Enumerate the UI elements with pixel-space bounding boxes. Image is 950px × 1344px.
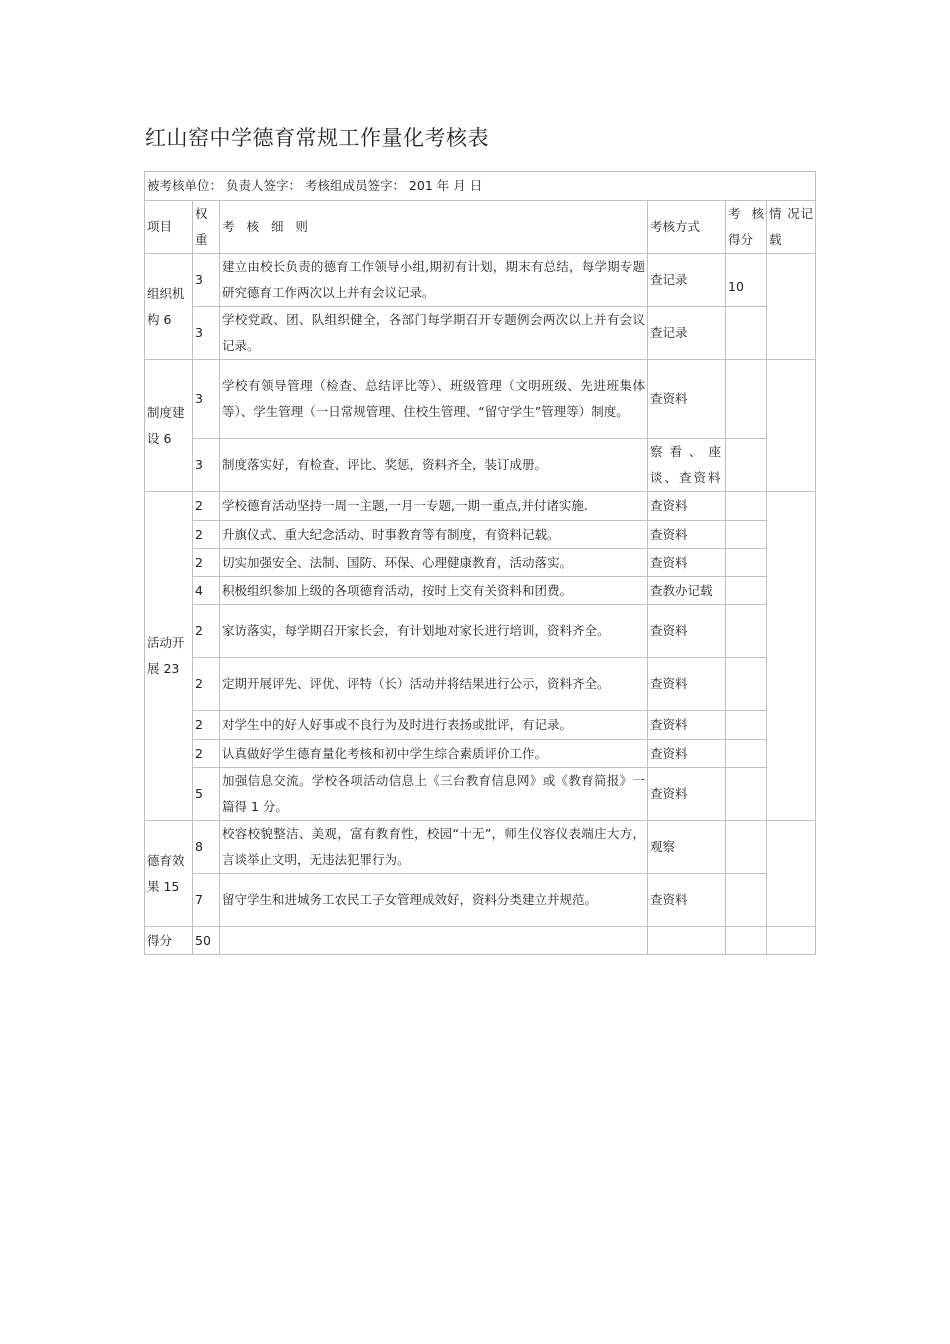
table-row xyxy=(145,254,816,307)
total-weight: 50 xyxy=(193,927,220,955)
group-name: 制度建设 6 xyxy=(145,360,193,492)
group-name: 组织机构 6 xyxy=(145,254,193,360)
row-weight: 3 xyxy=(193,254,220,307)
group-record xyxy=(767,360,816,492)
total-method xyxy=(648,927,726,955)
header-score: 考 核得分 xyxy=(726,201,767,254)
row-detail: 加强信息交流。学校各项活动信息上《三台教育信息网》或《教育简报》一篇得 1 分。 xyxy=(220,768,648,821)
row-method: 查资料 xyxy=(648,549,726,577)
row-detail: 切实加强安全、法制、国防、环保、心理健康教育，活动落实。 xyxy=(220,549,648,577)
row-weight: 2 xyxy=(193,521,220,549)
table-row xyxy=(145,711,816,740)
row-weight: 4 xyxy=(193,577,220,605)
row-score xyxy=(726,874,767,927)
row-method: 查记录 xyxy=(648,254,726,307)
table-row xyxy=(145,492,816,521)
row-method: 查资料 xyxy=(648,658,726,711)
row-weight: 2 xyxy=(193,711,220,740)
row-weight: 3 xyxy=(193,307,220,360)
header-record: 情 况记 载 xyxy=(767,201,816,254)
row-score xyxy=(726,307,767,360)
page-title: 红山窑中学德育常规工作量化考核表 xyxy=(145,126,489,150)
row-method: 查记录 xyxy=(648,307,726,360)
row-detail: 对学生中的好人好事或不良行为及时进行表扬或批评，有记录。 xyxy=(220,711,648,740)
table-row xyxy=(145,521,816,549)
row-weight: 2 xyxy=(193,492,220,521)
table-row xyxy=(145,740,816,768)
row-score xyxy=(726,521,767,549)
row-method: 查资料 xyxy=(648,740,726,768)
header-weight: 权重 xyxy=(193,201,220,254)
group-record xyxy=(767,492,816,821)
header-row xyxy=(145,201,816,254)
row-weight: 7 xyxy=(193,874,220,927)
total-row xyxy=(145,927,816,955)
total-label: 得分 xyxy=(145,927,193,955)
row-score xyxy=(726,439,767,492)
row-score xyxy=(726,577,767,605)
table-row xyxy=(145,605,816,658)
table-row xyxy=(145,549,816,577)
header-method: 考核方式 xyxy=(648,201,726,254)
row-weight: 3 xyxy=(193,360,220,439)
row-detail: 建立由校长负责的德育工作领导小组,期初有计划，期末有总结，每学期专题研究德育工作两次以上并有会议记录。 xyxy=(220,254,648,307)
row-detail: 学校有领导管理（检查、总结评比等）、班级管理（文明班级、先进班集体等）、学生管理（一日常规管理、住校生管理、“留守学生”管理等）制度。 xyxy=(220,360,648,439)
row-method: 查资料 xyxy=(648,605,726,658)
row-detail: 留守学生和进城务工农民工子女管理成效好，资料分类建立并规范。 xyxy=(220,874,648,927)
row-weight: 3 xyxy=(193,439,220,492)
row-score xyxy=(726,360,767,439)
table-row xyxy=(145,360,816,439)
row-score xyxy=(726,711,767,740)
row-detail: 校容校貌整洁、美观，富有教育性，校园“十无”，师生仪容仪表端庄大方，言谈举止文明，无违法犯罪行为。 xyxy=(220,821,648,874)
row-detail: 制度落实好，有检查、评比、奖惩，资料齐全，装订成册。 xyxy=(220,439,648,492)
group-name: 活动开展 23 xyxy=(145,492,193,821)
row-weight: 8 xyxy=(193,821,220,874)
row-detail: 定期开展评先、评优、评特（长）活动并将结果进行公示，资料齐全。 xyxy=(220,658,648,711)
group-record xyxy=(767,254,816,360)
row-detail: 升旗仪式、重大纪念活动、时事教育等有制度，有资料记载。 xyxy=(220,521,648,549)
row-weight: 2 xyxy=(193,740,220,768)
row-method: 查资料 xyxy=(648,492,726,521)
row-method: 查教办记载 xyxy=(648,577,726,605)
row-score xyxy=(726,605,767,658)
row-score xyxy=(726,492,767,521)
row-method: 查资料 xyxy=(648,711,726,740)
row-score xyxy=(726,821,767,874)
header-item: 项目 xyxy=(145,201,193,254)
total-detail xyxy=(220,927,648,955)
assessment-table xyxy=(144,171,816,955)
row-score: 10 xyxy=(726,254,767,307)
table-row xyxy=(145,821,816,874)
row-weight: 2 xyxy=(193,605,220,658)
info-row xyxy=(145,172,816,201)
row-method: 查资料 xyxy=(648,874,726,927)
row-score xyxy=(726,768,767,821)
row-detail: 学校德育活动坚持一周一主题,一月一专题,一期一重点,并付诸实施. xyxy=(220,492,648,521)
total-score xyxy=(726,927,767,955)
header-detail: 考 核 细 则 xyxy=(220,201,648,254)
table-row xyxy=(145,577,816,605)
table-row xyxy=(145,307,816,360)
row-score xyxy=(726,549,767,577)
row-detail: 家访落实，每学期召开家长会，有计划地对家长进行培训，资料齐全。 xyxy=(220,605,648,658)
table-row xyxy=(145,658,816,711)
table-row xyxy=(145,768,816,821)
table-row xyxy=(145,439,816,492)
row-detail: 学校党政、团、队组织健全，各部门每学期召开专题例会两次以上并有会议记录。 xyxy=(220,307,648,360)
row-score xyxy=(726,740,767,768)
row-weight: 2 xyxy=(193,549,220,577)
row-detail: 积极组织参加上级的各项德育活动，按时上交有关资料和团费。 xyxy=(220,577,648,605)
row-method: 查资料 xyxy=(648,360,726,439)
row-method: 察看、座谈、查资料 xyxy=(648,439,726,492)
group-record xyxy=(767,821,816,927)
row-method: 查资料 xyxy=(648,521,726,549)
row-method: 查资料 xyxy=(648,768,726,821)
row-score xyxy=(726,658,767,711)
total-record xyxy=(767,927,816,955)
row-detail: 认真做好学生德育量化考核和初中学生综合素质评价工作。 xyxy=(220,740,648,768)
info-line: 被考核单位： 负责人签字： 考核组成员签字： 201 年 月 日 xyxy=(145,172,816,201)
row-weight: 2 xyxy=(193,658,220,711)
row-method: 观察 xyxy=(648,821,726,874)
table-row xyxy=(145,874,816,927)
group-name: 德育效果 15 xyxy=(145,821,193,927)
row-weight: 5 xyxy=(193,768,220,821)
